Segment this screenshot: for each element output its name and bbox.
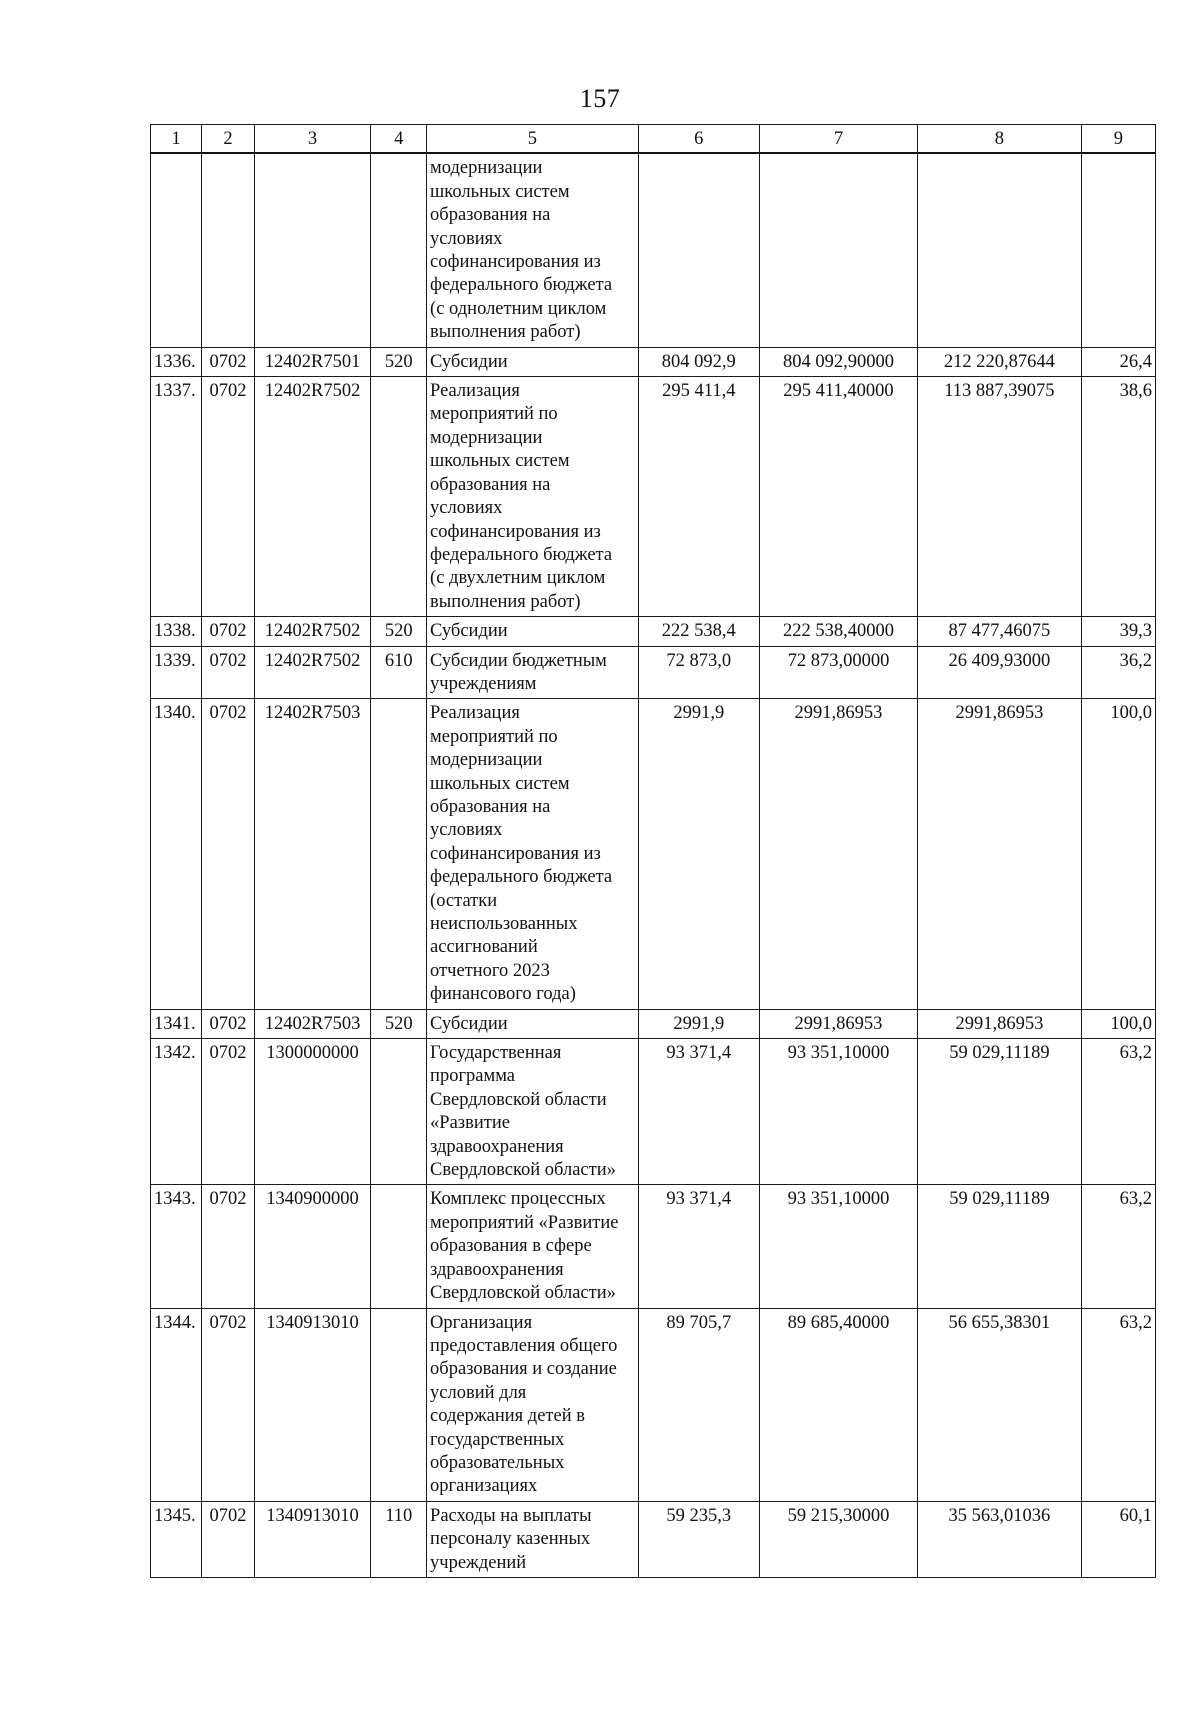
approved-amount-cell: 72 873,0	[638, 646, 759, 699]
column-header: 1	[151, 125, 202, 154]
executed-amount-cell: 212 220,87644	[918, 347, 1082, 376]
column-header: 5	[427, 125, 639, 154]
item-name-cell: Реализация мероприятий по модернизации школьных систем образования на условиях софинансирования из федерального бюджета (остатки неиспользованных ассигнований отчетного 2023 финансового года)	[427, 699, 639, 1009]
budget-table	[150, 124, 1156, 1578]
item-name-cell: Субсидии бюджетным учреждениям	[427, 646, 639, 699]
target-article-cell: 1300000000	[254, 1039, 371, 1185]
section-code-cell: 0702	[202, 1308, 254, 1501]
table-row	[151, 1185, 1156, 1308]
executed-amount-cell	[918, 153, 1082, 347]
expense-type-cell	[371, 377, 427, 617]
table-row	[151, 1039, 1156, 1185]
expense-type-cell	[371, 699, 427, 1009]
item-name-cell: Расходы на выплаты персоналу казенных учреждений	[427, 1501, 639, 1577]
column-header: 4	[371, 125, 427, 154]
column-header: 2	[202, 125, 254, 154]
section-code-cell: 0702	[202, 347, 254, 376]
execution-percent-cell: 38,6	[1081, 377, 1155, 617]
executed-amount-cell: 87 477,46075	[918, 617, 1082, 646]
expense-type-cell	[371, 1185, 427, 1308]
adjusted-amount-cell: 295 411,40000	[759, 377, 917, 617]
expense-type-cell: 520	[371, 617, 427, 646]
page-number: 157	[579, 84, 621, 113]
row-number-cell	[151, 153, 202, 347]
adjusted-amount-cell: 2991,86953	[759, 1009, 917, 1038]
execution-percent-cell: 100,0	[1081, 1009, 1155, 1038]
section-code-cell	[202, 153, 254, 347]
section-code-cell: 0702	[202, 1185, 254, 1308]
approved-amount-cell: 59 235,3	[638, 1501, 759, 1577]
adjusted-amount-cell: 89 685,40000	[759, 1308, 917, 1501]
execution-percent-cell: 100,0	[1081, 699, 1155, 1009]
column-header: 7	[759, 125, 917, 154]
expense-type-cell: 520	[371, 347, 427, 376]
target-article-cell: 12402R7502	[254, 377, 371, 617]
item-name-cell: модернизации школьных систем образования на условиях софинансирования из федерального бюджета (с однолетним циклом выполнения работ)	[427, 153, 639, 347]
expense-type-cell	[371, 1308, 427, 1501]
executed-amount-cell: 59 029,11189	[918, 1039, 1082, 1185]
table-row	[151, 347, 1156, 376]
target-article-cell: 12402R7503	[254, 1009, 371, 1038]
approved-amount-cell: 2991,9	[638, 699, 759, 1009]
target-article-cell: 12402R7503	[254, 699, 371, 1009]
executed-amount-cell: 113 887,39075	[918, 377, 1082, 617]
item-name-cell: Субсидии	[427, 1009, 639, 1038]
table-row	[151, 699, 1156, 1009]
column-header: 8	[918, 125, 1082, 154]
expense-type-cell	[371, 153, 427, 347]
approved-amount-cell: 93 371,4	[638, 1185, 759, 1308]
executed-amount-cell: 26 409,93000	[918, 646, 1082, 699]
expense-type-cell: 610	[371, 646, 427, 699]
row-number-cell: 1344.	[151, 1308, 202, 1501]
section-code-cell: 0702	[202, 377, 254, 617]
approved-amount-cell: 89 705,7	[638, 1308, 759, 1501]
item-name-cell: Государственная программа Свердловской области «Развитие здравоохранения Свердловской области»	[427, 1039, 639, 1185]
adjusted-amount-cell: 93 351,10000	[759, 1039, 917, 1185]
item-name-cell: Организация предоставления общего образования и создание условий для содержания детей в государственных образовательных организациях	[427, 1308, 639, 1501]
executed-amount-cell: 35 563,01036	[918, 1501, 1082, 1577]
column-number-row	[151, 125, 1156, 154]
execution-percent-cell: 26,4	[1081, 347, 1155, 376]
item-name-cell: Субсидии	[427, 347, 639, 376]
expense-type-cell: 520	[371, 1009, 427, 1038]
target-article-cell: 12402R7502	[254, 617, 371, 646]
item-name-cell: Реализация мероприятий по модернизации школьных систем образования на условиях софинансирования из федерального бюджета (с двухлетним циклом выполнения работ)	[427, 377, 639, 617]
table-body	[151, 153, 1156, 1577]
adjusted-amount-cell: 72 873,00000	[759, 646, 917, 699]
target-article-cell: 1340913010	[254, 1308, 371, 1501]
row-number-cell: 1342.	[151, 1039, 202, 1185]
approved-amount-cell: 295 411,4	[638, 377, 759, 617]
adjusted-amount-cell: 59 215,30000	[759, 1501, 917, 1577]
expense-type-cell	[371, 1039, 427, 1185]
row-number-cell: 1340.	[151, 699, 202, 1009]
execution-percent-cell: 36,2	[1081, 646, 1155, 699]
adjusted-amount-cell: 804 092,90000	[759, 347, 917, 376]
row-number-cell: 1337.	[151, 377, 202, 617]
expense-type-cell: 110	[371, 1501, 427, 1577]
adjusted-amount-cell: 222 538,40000	[759, 617, 917, 646]
column-header: 9	[1081, 125, 1155, 154]
executed-amount-cell: 2991,86953	[918, 699, 1082, 1009]
section-code-cell: 0702	[202, 1039, 254, 1185]
adjusted-amount-cell: 93 351,10000	[759, 1185, 917, 1308]
target-article-cell: 1340900000	[254, 1185, 371, 1308]
execution-percent-cell: 63,2	[1081, 1039, 1155, 1185]
section-code-cell: 0702	[202, 699, 254, 1009]
adjusted-amount-cell: 2991,86953	[759, 699, 917, 1009]
section-code-cell: 0702	[202, 1501, 254, 1577]
column-header: 6	[638, 125, 759, 154]
executed-amount-cell: 2991,86953	[918, 1009, 1082, 1038]
row-number-cell: 1343.	[151, 1185, 202, 1308]
target-article-cell	[254, 153, 371, 347]
approved-amount-cell: 93 371,4	[638, 1039, 759, 1185]
approved-amount-cell: 804 092,9	[638, 347, 759, 376]
table-row	[151, 1009, 1156, 1038]
column-header: 3	[254, 125, 371, 154]
table-row	[151, 646, 1156, 699]
approved-amount-cell: 2991,9	[638, 1009, 759, 1038]
row-number-cell: 1341.	[151, 1009, 202, 1038]
row-number-cell: 1336.	[151, 347, 202, 376]
execution-percent-cell: 63,2	[1081, 1185, 1155, 1308]
execution-percent-cell: 39,3	[1081, 617, 1155, 646]
approved-amount-cell: 222 538,4	[638, 617, 759, 646]
execution-percent-cell	[1081, 153, 1155, 347]
item-name-cell: Комплекс процессных мероприятий «Развитие образования в сфере здравоохранения Свердловской области»	[427, 1185, 639, 1308]
executed-amount-cell: 59 029,11189	[918, 1185, 1082, 1308]
table-row	[151, 617, 1156, 646]
section-code-cell: 0702	[202, 617, 254, 646]
executed-amount-cell: 56 655,38301	[918, 1308, 1082, 1501]
target-article-cell: 12402R7501	[254, 347, 371, 376]
row-number-cell: 1339.	[151, 646, 202, 699]
section-code-cell: 0702	[202, 646, 254, 699]
target-article-cell: 1340913010	[254, 1501, 371, 1577]
section-code-cell: 0702	[202, 1009, 254, 1038]
row-number-cell: 1345.	[151, 1501, 202, 1577]
adjusted-amount-cell	[759, 153, 917, 347]
table-row	[151, 1308, 1156, 1501]
table-row	[151, 377, 1156, 617]
table-row	[151, 153, 1156, 347]
item-name-cell: Субсидии	[427, 617, 639, 646]
row-number-cell: 1338.	[151, 617, 202, 646]
target-article-cell: 12402R7502	[254, 646, 371, 699]
approved-amount-cell	[638, 153, 759, 347]
execution-percent-cell: 63,2	[1081, 1308, 1155, 1501]
table-row	[151, 1501, 1156, 1577]
execution-percent-cell: 60,1	[1081, 1501, 1155, 1577]
